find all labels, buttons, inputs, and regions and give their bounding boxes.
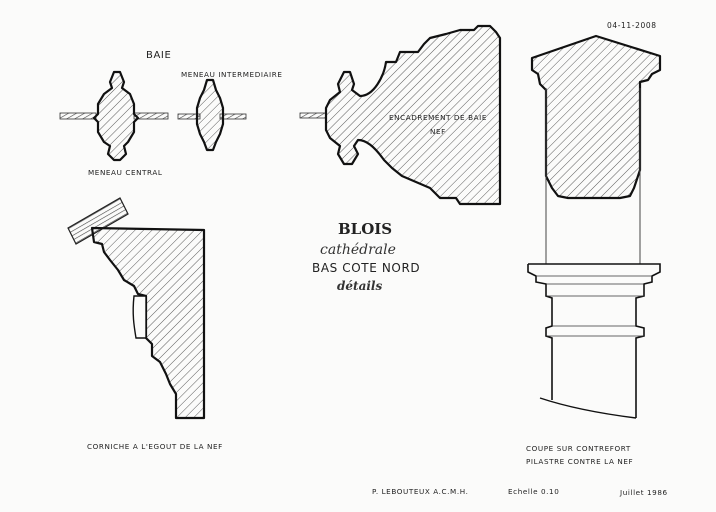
- title-type: détails: [337, 279, 383, 293]
- baie-label: BAIE: [146, 50, 172, 61]
- date-label: Juillet 1986: [620, 488, 668, 497]
- date-stamp: 04-11-2008: [607, 21, 657, 30]
- title-building: cathédrale: [320, 242, 396, 258]
- coupe-label-2: PILASTRE CONTRE LA NEF: [526, 457, 634, 466]
- scale-label: Echelle 0.10: [508, 487, 560, 496]
- corniche-section: [68, 198, 204, 418]
- meneau-intermediaire-label: MENEAU INTERMEDIAIRE: [181, 70, 283, 79]
- encadrement-label-2: NEF: [430, 127, 446, 136]
- author-label: P. LEBOUTEUX A.C.M.H.: [372, 487, 469, 496]
- encadrement-label-1: ENCADREMENT DE BAIE: [389, 113, 487, 122]
- coupe-label-1: COUPE SUR CONTREFORT: [526, 444, 631, 453]
- title-part: BAS COTE NORD: [312, 261, 421, 275]
- meneau-intermediaire-section: [178, 80, 246, 150]
- title-city: BLOIS: [338, 220, 393, 238]
- corniche-label: CORNICHE A L'EGOUT DE LA NEF: [87, 442, 223, 451]
- contrefort-section: [528, 36, 660, 418]
- meneau-central-section: [60, 72, 168, 160]
- meneau-central-label: MENEAU CENTRAL: [88, 168, 163, 177]
